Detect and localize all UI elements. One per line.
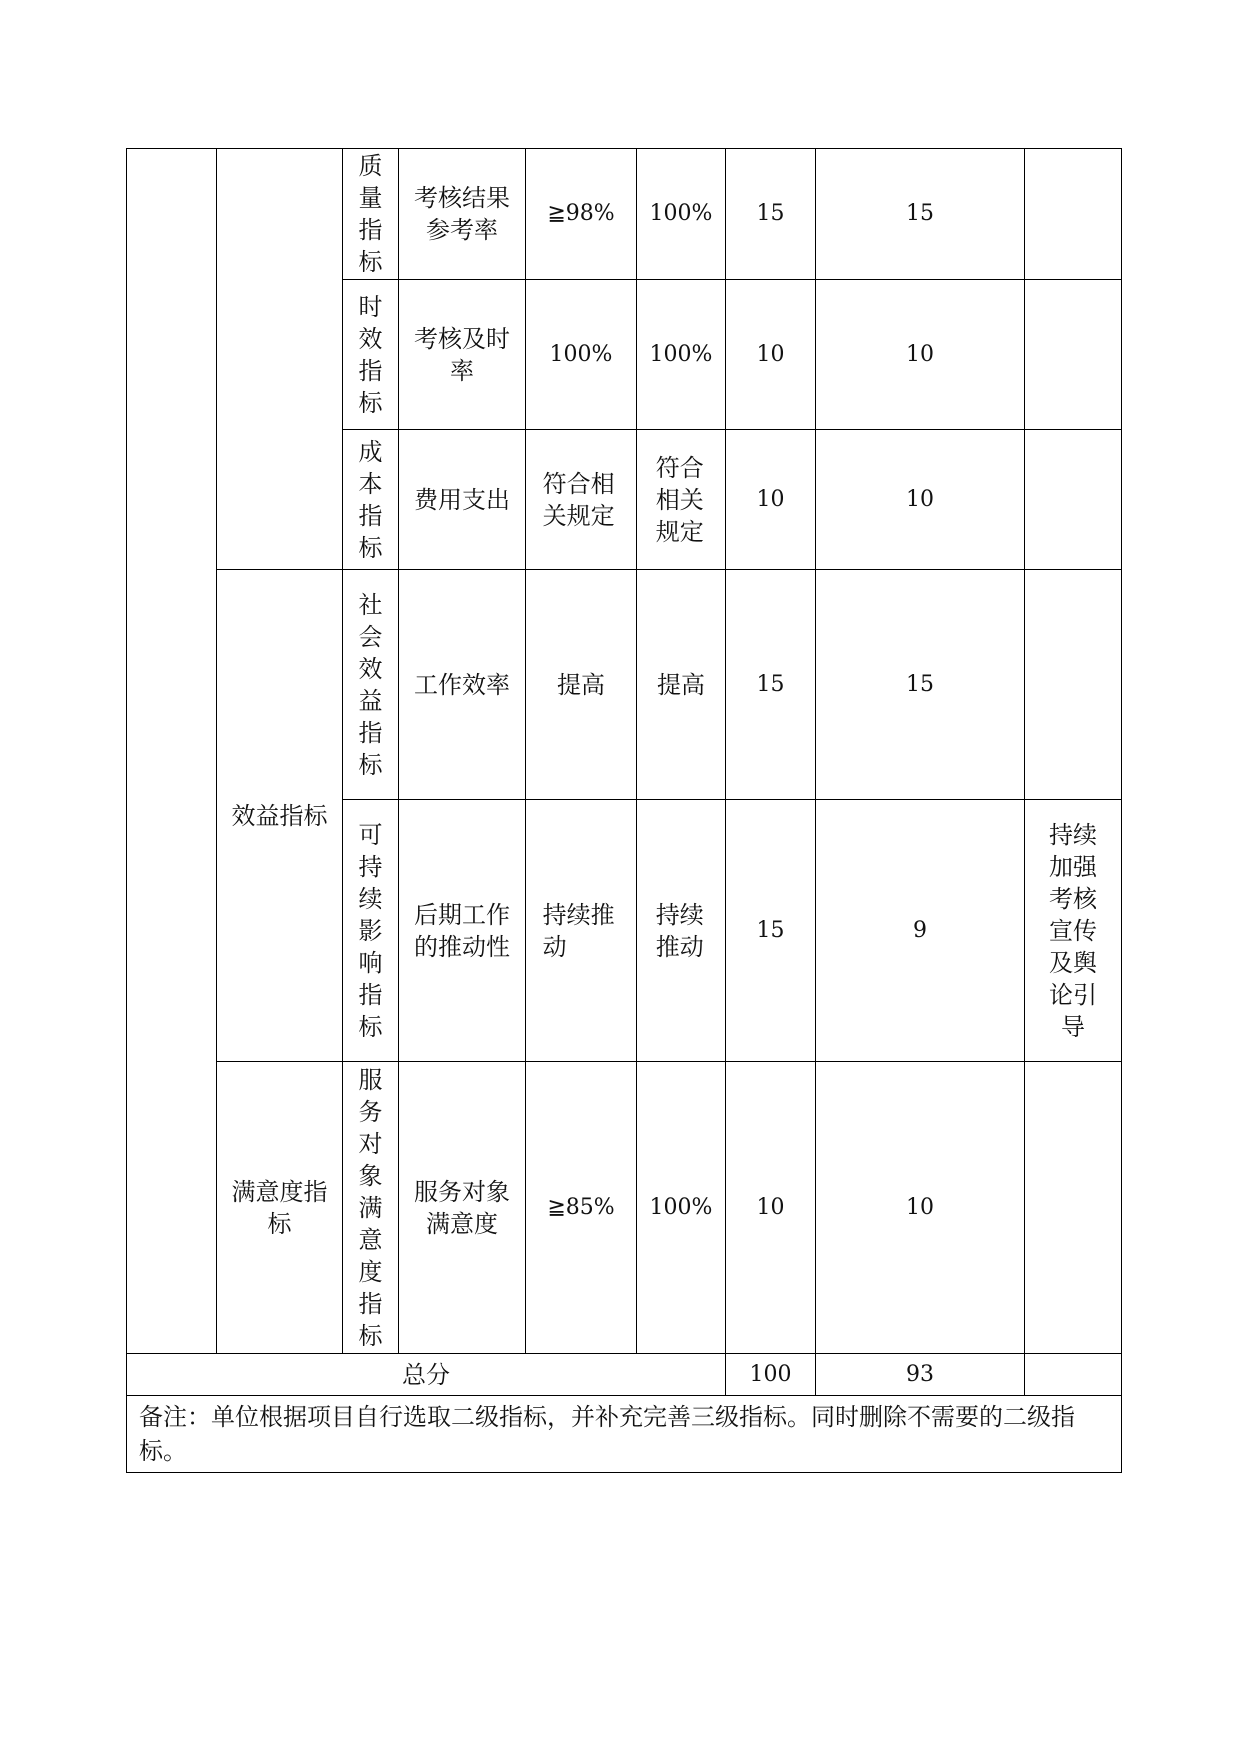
remark-cell: [1025, 280, 1122, 430]
third-level-cell: 可持续影响指标: [343, 800, 399, 1062]
third-level-cell: 社会效益指标: [343, 570, 399, 800]
indicator-cell: 考核及时率: [399, 280, 526, 430]
table-row: [127, 570, 1122, 800]
target-cell: 持续推动: [526, 800, 637, 1062]
total-remark-cell: [1025, 1354, 1122, 1396]
second-level-cell-output: [217, 149, 343, 570]
remark-cell: [1025, 430, 1122, 570]
third-level-cell: 质量指标: [343, 149, 399, 280]
weight-cell: 15: [726, 800, 816, 1062]
target-cell: 符合相关规定: [526, 430, 637, 570]
third-level-cell: 服务对象满意度指标: [343, 1062, 399, 1354]
weight-cell: 15: [726, 570, 816, 800]
table-row: [127, 149, 1122, 280]
score-cell: 10: [816, 1062, 1025, 1354]
score-cell: 15: [816, 149, 1025, 280]
score-cell: 10: [816, 430, 1025, 570]
total-row: [127, 1354, 1122, 1396]
weight-cell: 15: [726, 149, 816, 280]
actual-cell: 100%: [637, 280, 726, 430]
remark-cell: [1025, 1062, 1122, 1354]
table-row: [127, 1062, 1122, 1354]
first-level-cell: [127, 149, 217, 1354]
remark-cell: 持续加强考核宣传及舆论引导: [1025, 800, 1122, 1062]
score-cell: 9: [816, 800, 1025, 1062]
indicator-cell: 服务对象满意度: [399, 1062, 526, 1354]
target-cell: ≧98%: [526, 149, 637, 280]
weight-cell: 10: [726, 280, 816, 430]
second-level-cell-benefit: 效益指标: [217, 570, 343, 1062]
target-cell: 提高: [526, 570, 637, 800]
score-cell: 15: [816, 570, 1025, 800]
indicator-cell: 后期工作的推动性: [399, 800, 526, 1062]
actual-cell: 100%: [637, 1062, 726, 1354]
actual-cell: 持续推动: [637, 800, 726, 1062]
note-row: [127, 1396, 1122, 1473]
total-label-cell: 总分: [127, 1354, 726, 1396]
indicator-cell: 工作效率: [399, 570, 526, 800]
actual-cell: 提高: [637, 570, 726, 800]
weight-cell: 10: [726, 430, 816, 570]
target-cell: 100%: [526, 280, 637, 430]
second-level-cell-satisfaction: 满意度指标: [217, 1062, 343, 1354]
score-cell: 10: [816, 280, 1025, 430]
note-cell: 备注：单位根据项目自行选取二级指标，并补充完善三级指标。同时删除不需要的二级指标。: [127, 1396, 1122, 1473]
total-weight-cell: 100: [726, 1354, 816, 1396]
indicator-cell: 费用支出: [399, 430, 526, 570]
third-level-cell: 成本指标: [343, 430, 399, 570]
performance-table: [126, 148, 1122, 1473]
actual-cell: 符合相关规定: [637, 430, 726, 570]
indicator-cell: 考核结果参考率: [399, 149, 526, 280]
remark-cell: [1025, 149, 1122, 280]
weight-cell: 10: [726, 1062, 816, 1354]
third-level-cell: 时效指标: [343, 280, 399, 430]
remark-cell: [1025, 570, 1122, 800]
target-cell: ≧85%: [526, 1062, 637, 1354]
actual-cell: 100%: [637, 149, 726, 280]
total-score-cell: 93: [816, 1354, 1025, 1396]
